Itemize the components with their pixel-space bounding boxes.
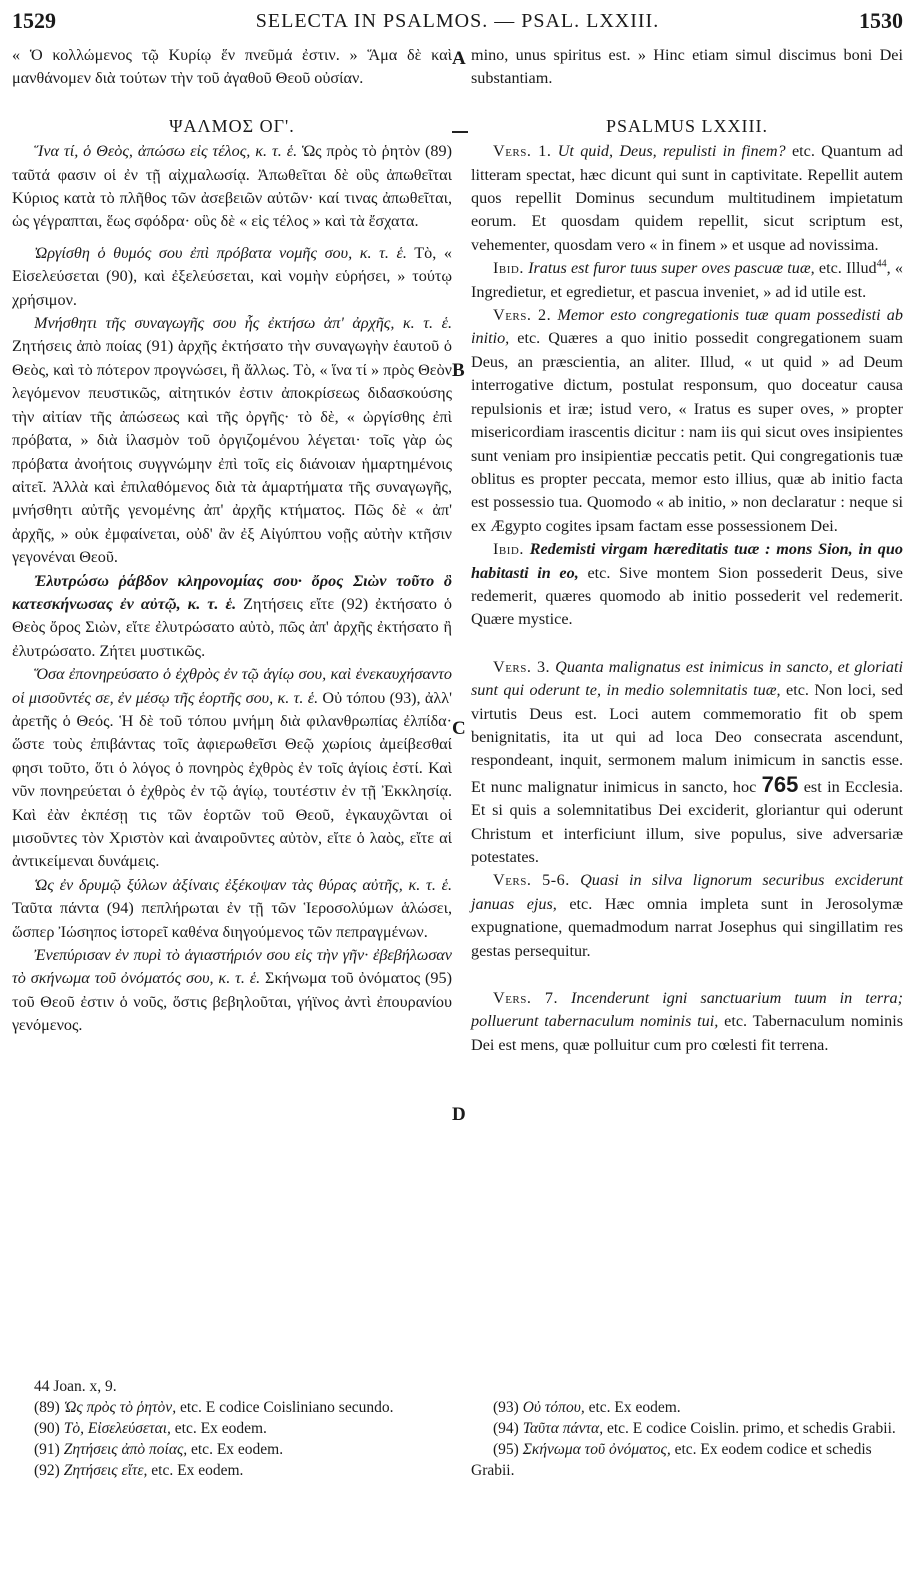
margin-letter-a: A bbox=[452, 48, 466, 69]
greek-commentary: Ζητήσεις ἀπὸ ποίας (91) ἀρχῆς ἐκτήσατο τὴν συναγωγὴν ἑαυτοῦ ὁ Θεὸς, καὶ τὸ πότερον προγνώσει, ἢ ἄλλως. Τὸ, « ἵνα τί » πρὸς Θεὸν λεγόμενον πευστικῶς, αἰτητικόν ἐστιν ἀποκρίσεως διδασκούσης τὴν αἰτίαν τῆς ἀπώσεως καὶ τῆς ὀργῆς· τὸ δὲ, « ὠργίσθης ἐπὶ πρόβατα, » διὰ ἱλασμὸν τοῦ ὀργιζομένου λέγεται· τοῖς γὰρ ὡς πρόβατα ἀνοήτοις συγγνώμην ἐπὶ τοῖς εἰς διάνοιαν ἡμαρτημένοις αἰτεῖ. Ἀλλὰ καὶ ἐπιλαθόμενος διὰ τὰ ἁμαρτήματα τῆς συναγωγῆς, μνήσθητι αὐτῆς γενομένης ἀπ' ἀρχῆς κτήματος. Πῶς δὲ « ἀπ' ἀρχῆς, » οὐκ ἐμφαίνεται, οὐδ' ἂν ἐξ Αἰγύπτου νοῇς αὐτὴν κτῆσιν γεγονέναι Θεοῦ. bbox=[12, 337, 452, 567]
footnote-lemma: Οὐ τόπου, bbox=[522, 1399, 585, 1416]
footnote-lemma: Ὡς πρὸς τὸ ῥητὸν, bbox=[63, 1399, 177, 1416]
latin-commentary: etc. Illud bbox=[818, 259, 877, 278]
latin-commentary: etc. Non loci, sed virtutis Deus est. Loci autem commemoratio fit ob spem benignitatis, ita ut qui ad loca Deo consecrata ascendunt, respondeant, inquit, sermonem malum inimicum in sanctis esse. Et nunc malignatur inimicus in sancto, hoc bbox=[471, 681, 903, 796]
footnote-lemma: Ζητήσεις εἴτε, bbox=[63, 1462, 148, 1479]
greek-lemma: Ὅσα ἐπονηρεύσατο ὁ ἐχθρὸς ἐν τῷ ἁγίῳ σου, καὶ ἐνεκαυχήσαντο οἱ μισοῦντές σε, ἐν μέσῳ τῆς ἑορτῆς σου, κ. τ. ἑ. bbox=[12, 665, 452, 707]
footnote-94 bbox=[471, 1418, 903, 1439]
footnote-lemma: Ταῦτα πάντα, bbox=[522, 1420, 604, 1437]
footnote-text: etc. Ex eodem. bbox=[174, 1420, 267, 1437]
column-rule bbox=[452, 131, 468, 133]
footnote-89 bbox=[12, 1397, 452, 1418]
greek-verse-1b bbox=[12, 242, 452, 312]
greek-commentary: Τὸ, « Εἰσελεύσεται (90), καὶ ἐξελεύσεται, καὶ νομὴν εὑρήσει, » τούτῳ χρήσιμον. bbox=[12, 243, 452, 309]
footnote-92 bbox=[12, 1460, 452, 1481]
footnote-number: (94) bbox=[493, 1420, 519, 1437]
latin-lemma: Quasi in silva lignorum securibus exciderunt januas ejus, bbox=[471, 871, 904, 913]
greek-verse-2b bbox=[12, 570, 452, 664]
greek-lemma: Ἐνεπύρισαν ἐν πυρὶ τὸ ἁγιαστήριόν σου εἰς τὴν γῆν· ἐβεβήλωσαν τὸ σκήνωμα τοῦ ὀνόματός σου, κ. τ. ἑ. bbox=[12, 946, 452, 988]
greek-verse-2 bbox=[12, 312, 452, 569]
footnote-number: (93) bbox=[493, 1399, 519, 1416]
verse-label: Ibid. bbox=[493, 259, 524, 278]
latin-intro: mino, unus spiritus est. » Hinc etiam simul discimus boni Dei substantiam. bbox=[471, 46, 903, 88]
latin-verse-2 bbox=[471, 304, 903, 538]
latin-verse-1 bbox=[471, 140, 903, 257]
latin-verse-2b bbox=[471, 538, 903, 632]
greek-commentary: Οὐ τόπου (93), ἀλλ' ἀρετῆς ὁ Θεός. Ἡ δὲ τοῦ τόπου μνήμη διὰ φιλανθρωπίας ἐλπίδα· ὥστε τοὺς ἐπιβάντας τοῖς ἀφιερωθεῖσι Θεῷ χωρίοις ἀμείβεσθαί φησι τοῦτο, ὅτι ὁ λόγος ὁ πονηρὸς ἐχθρὸς ἐν τοῖς ἁγίοις ἐστί. Καὶ νῦν πονηρεύεται ὁ ἐχθρὸς ἐν τῷ ἁγίῳ, τουτέστιν ἐν τῇ Ἐκκλησίᾳ. Καὶ ἐὰν ἐκπέσῃ τις τῶν ἑορτῶν τοῦ Θεοῦ, ἐγκαυχῶνται οἱ μισοῦντες τὸν Χριστὸν καὶ ἀναιροῦντες αὐτὸν, εἴτε ὁ λαὸς, εἴτε αἱ ἀντικείμεναι δυνάμεις. bbox=[12, 688, 452, 871]
footnote-number: (90) bbox=[34, 1420, 60, 1437]
margin-letter-b: B bbox=[452, 360, 465, 381]
footnote-91 bbox=[12, 1439, 452, 1460]
footnote-text: etc. E codice Coisliniano secundo. bbox=[179, 1399, 394, 1416]
latin-lemma: Memor esto congregationis tuæ quam possedisti ab initio, bbox=[471, 306, 903, 348]
greek-commentary: Ζητήσεις εἴτε (92) ἐκτήσατο ὁ Θεὸς ὄρος Σιὼν, εἴτε ἐλυτρώσατο αὐτὸ, πῶς ἀπ' ἀρχῆς ἐκτήσατο ἢ ἐλυτρώσατο. Ζήτει μυστικῶς. bbox=[12, 594, 452, 660]
latin-verse-7 bbox=[471, 987, 903, 1057]
latin-commentary: etc. Tabernaculum nominis Dei est mens, quæ polluitur cum pro cœlesti fit terrena. bbox=[471, 1012, 904, 1054]
latin-column bbox=[471, 44, 903, 1057]
greek-lemma: Ὠργίσθη ὁ θυμός σου ἐπὶ πρόβατα νομῆς σου, κ. τ. ἑ. bbox=[34, 243, 407, 262]
footnote-ref: 44 bbox=[876, 258, 887, 270]
footnote-93 bbox=[471, 1397, 903, 1418]
footnote-number: (95) bbox=[493, 1441, 519, 1458]
left-page-number: 1529 bbox=[12, 8, 56, 33]
greek-intro: « Ὁ κολλώμενος τῷ Κυρίῳ ἕν πνεῦμά ἐστιν. » Ἅμα δὲ καὶ μανθάνομεν διὰ τούτων τὴν τοῦ ἀγαθοῦ Θεοῦ οὐσίαν. bbox=[12, 46, 452, 88]
latin-commentary: etc. Quantum ad litteram spectat, hæc dicunt qui sunt in captivitate. Repellit autem quos repellit Dominus secundum multitudinem impietatum eorum. Et quosdam quidem repellit, sicut scriptum est, vehementer, quosdam vero « in finem » et usque ad novissima. bbox=[471, 142, 904, 254]
margin-letter-c: C bbox=[452, 718, 466, 739]
greek-psalm-heading: ΨΑΛΜΟΣ ΟΓ'. bbox=[169, 115, 295, 136]
latin-lemma: Redemisti virgam hæreditatis tuæ : mons Sion, in quo habitasti in eo, bbox=[471, 540, 903, 582]
greek-verse-7 bbox=[12, 944, 452, 1038]
latin-verse-1b bbox=[471, 257, 903, 304]
greek-lemma: Ἵνα τί, ὁ Θεὸς, ἀπώσω εἰς τέλος, κ. τ. ἑ. bbox=[34, 142, 298, 161]
greek-lemma: Ἐλυτρώσω ῥάβδον κληρονομίας σου· ὄρος Σιὼν τοῦτο ὃ κατεσκήνωσας ἐν αὐτῷ, κ. τ. ἑ. bbox=[12, 571, 452, 613]
greek-commentary: Ταῦτα πάντα (94) πεπλήρωται ἐν τῇ τῶν Ἱεροσολύμων ἁλώσει, ὥσπερ Ἰώσηπος ἱστορεῖ καθένα διηγούμενος τῶν πεπραγμένων. bbox=[12, 899, 452, 941]
latin-commentary: etc. Sive montem Sion possederit Deus, sive redemerit, quæres quomodo ab initio possederit vel redemerit. Quære mystice. bbox=[471, 563, 903, 629]
latin-commentary: , « Ingredietur, et egredietur, et pascua inveniet, » ad id utile est. bbox=[471, 259, 903, 301]
footnotes-left bbox=[12, 1376, 452, 1481]
latin-lemma: Ut quid, Deus, repulisti in finem? bbox=[557, 142, 786, 161]
margin-letter-d: D bbox=[452, 1104, 466, 1125]
footnote-lemma: Ζητήσεις ἀπὸ ποίας, bbox=[63, 1441, 188, 1458]
latin-psalm-heading: PSALMUS LXXIII. bbox=[605, 115, 768, 136]
latin-commentary: etc. Hæc omnia impleta sunt in Jerosolymæ expugnatione, quemadmodum narrat Josephus qui singillatim res gestas persequitur. bbox=[471, 894, 904, 960]
latin-lemma: Incenderunt igni sanctuarium tuum in terra; polluerunt tabernaculum nominis tui, bbox=[471, 989, 904, 1031]
footnote-lemma: Σκήνωμα τοῦ ὀνόματος, bbox=[522, 1441, 671, 1458]
latin-commentary: est in Ecclesia. Et si quis a solemnitatibus Dei exciderit, gloriantur qui oderunt Christum et interficiunt illum, sive populus, sive adversariæ potestates. bbox=[471, 777, 904, 866]
greek-column bbox=[12, 44, 452, 1038]
footnote-lemma: Τὸ, Εἰσελεύσεται, bbox=[63, 1420, 171, 1437]
greek-commentary: Σκήνωμα τοῦ ὀνόματος (95) τοῦ Θεοῦ ἐστιν ὁ νοῦς, ὅστις βεβηλοῦται, γήϊνος ἀντὶ ἐπουρανίου γενόμενος. bbox=[12, 969, 453, 1035]
verse-label: Vers. 2. bbox=[493, 306, 552, 325]
latin-lemma: Iratus est furor tuus super oves pascuæ tuæ, bbox=[528, 259, 815, 278]
greek-lemma: Μνήσθητι τῆς συναγωγῆς σου ἧς ἐκτήσω ἀπ' ἀρχῆς, κ. τ. ἑ. bbox=[34, 314, 452, 333]
latin-commentary: etc. Quæres a quo initio possedit congregationem suam Deus, an præscientia, an aliter. Illud, « ut quid » ad Deum interrogative dictum, postulat responsum, quo doceatur causa repulsionis et iræ; istud vero, « Iratus es super oves, » propter misericordiam irascentis dicitur : nam iis qui sicut oves insipientes sunt veniam pro insipientiæ peccatis petit. Qui congregationis tuæ oblitus es propter peccata, memor esto illius, quæ ab initio facta est possessio tua. Quomodo « ab initio, » non declaratur : neque si ex Ægypto cogites ipsam factam esse possessionem Dei. bbox=[471, 329, 903, 535]
verse-label: Vers. 1. bbox=[493, 142, 552, 161]
footnote-number: (92) bbox=[34, 1462, 60, 1479]
greek-commentary: Ὡς πρὸς τὸ ῥητὸν (89) ταῦτά φασιν οἱ ἐν τῇ αἰχμαλωσίᾳ. Ἀπωθεῖται δὲ οὓς ἀπωθεῖται Κύριος κατὰ τὸ πλῆθος τῶν ἀσεβειῶν αὐτῶν· καί τινας ἀπωθεῖται, ὡς γέγραπται, ἕως σφόδρα· οὓς δὲ « εἰς τέλος » καὶ τὰ ἔσχατα. bbox=[12, 142, 452, 231]
footnote-text: etc. E codice Coislin. primo, et schedis Grabii. bbox=[606, 1420, 896, 1437]
footnote-text: etc. Ex eodem. bbox=[588, 1399, 681, 1416]
footnote-text: etc. Ex eodem. bbox=[191, 1441, 284, 1458]
verse-label: Vers. 5-6. bbox=[493, 871, 570, 890]
latin-verse-5 bbox=[471, 869, 903, 963]
greek-verse-5 bbox=[12, 874, 452, 944]
running-head bbox=[12, 8, 903, 38]
verse-label: Vers. 3. bbox=[493, 657, 551, 676]
footnotes-right bbox=[471, 1376, 903, 1481]
latin-verse-3 bbox=[471, 656, 903, 870]
running-title: SELECTA IN PSALMOS. — PSAL. LXXIII. bbox=[255, 10, 660, 32]
scripture-reference: 44 Joan. x, 9. bbox=[34, 1378, 117, 1395]
latin-lemma: Quanta malignatus est inimicus in sancto, et gloriati sunt qui oderunt te, in medio solemnitatis tuæ, bbox=[471, 657, 903, 700]
footnote-95 bbox=[471, 1439, 903, 1481]
greek-lemma: Ὡς ἐν δρυμῷ ξύλων ἀξίναις ἐξέκοψαν τὰς θύρας αὐτῆς, κ. τ. ἑ. bbox=[34, 875, 452, 894]
greek-verse-3 bbox=[12, 663, 452, 874]
footnote-90 bbox=[12, 1418, 452, 1439]
column-number: 765 bbox=[761, 771, 799, 797]
verse-label: Ibid. bbox=[493, 540, 524, 559]
footnote-text: etc. Ex eodem codice et schedis Grabii. bbox=[471, 1441, 872, 1479]
right-page-number: 1530 bbox=[859, 8, 903, 33]
footnote-number: (91) bbox=[34, 1441, 60, 1458]
footnote-number: (89) bbox=[34, 1399, 60, 1416]
verse-label: Vers. 7. bbox=[493, 989, 559, 1008]
footnote-text: etc. Ex eodem. bbox=[151, 1462, 244, 1479]
greek-verse-1 bbox=[12, 140, 452, 234]
